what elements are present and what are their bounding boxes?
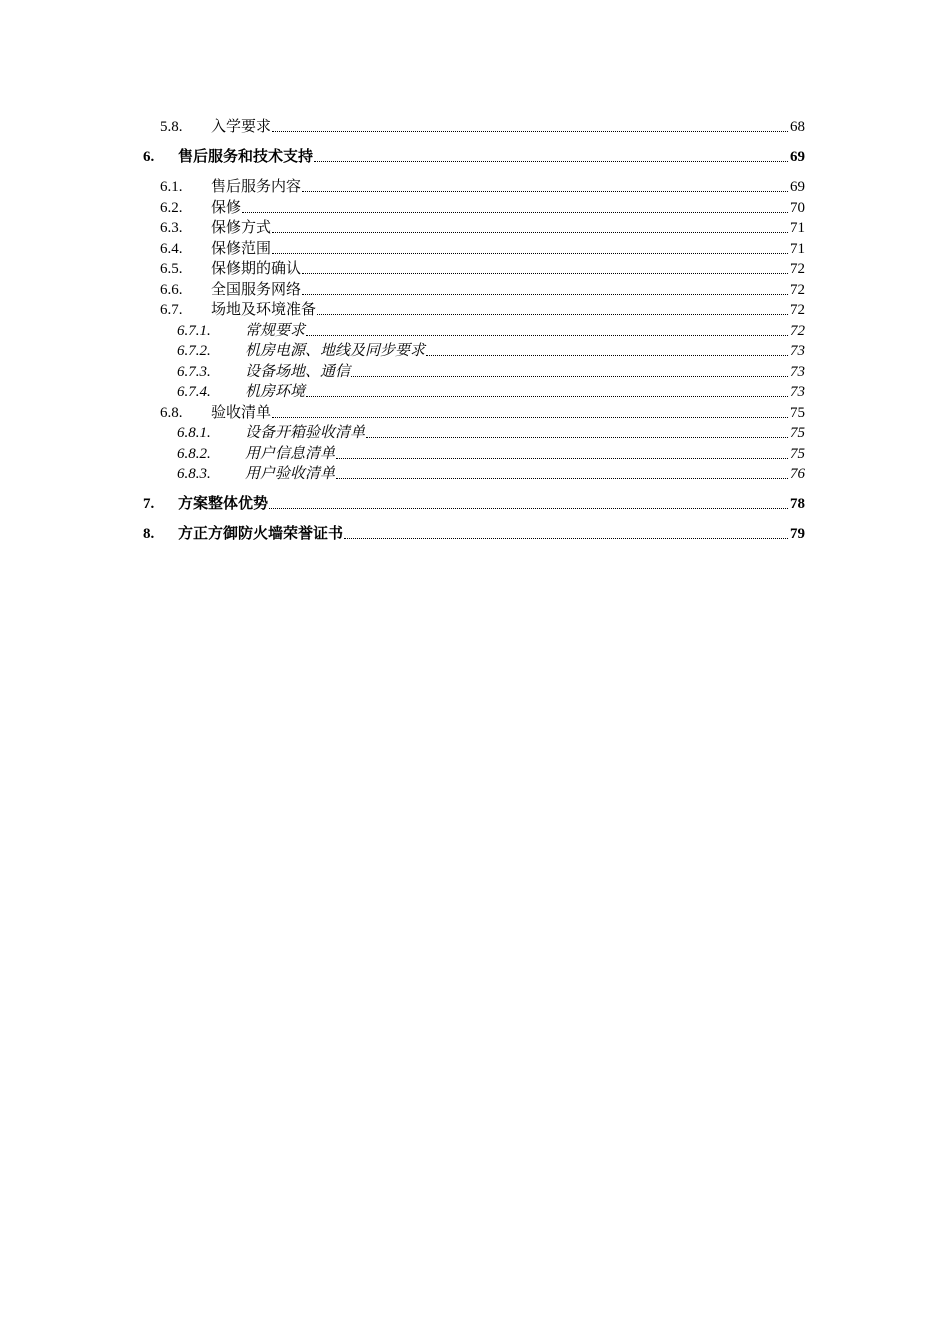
toc-entry-number: 6.8.2.: [177, 446, 211, 462]
toc-entry[interactable]: [0, 258, 805, 278]
toc-dot-leader: [366, 437, 788, 438]
toc-entry-title: 验收清单: [211, 405, 272, 421]
toc-entry-number: 6.7.: [160, 302, 183, 318]
toc-entry[interactable]: [0, 523, 805, 543]
toc-entry-title: 售后服务内容: [211, 179, 302, 195]
toc-dot-leader: [317, 314, 788, 315]
toc-dot-leader: [272, 417, 788, 418]
toc-dot-leader: [336, 478, 788, 479]
toc-entry[interactable]: [0, 493, 805, 513]
toc-entry-number: 7.: [143, 496, 155, 512]
toc-entry-title: 入学要求: [211, 119, 272, 135]
toc-entry[interactable]: [0, 402, 805, 422]
toc-entry-page-number: 75: [790, 425, 805, 441]
toc-entry[interactable]: [0, 320, 805, 340]
toc-entry-title: 用户验收清单: [245, 466, 336, 482]
toc-entry-number: 5.8.: [160, 119, 183, 135]
toc-entry[interactable]: [0, 299, 805, 319]
toc-entry-page-number: 76: [790, 466, 805, 482]
toc-entry-page-number: 72: [790, 323, 805, 339]
toc-entry-title: 保修期的确认: [211, 261, 302, 277]
toc-dot-leader: [272, 131, 788, 132]
toc-dot-leader: [351, 376, 788, 377]
toc-entry-number: 6.7.1.: [177, 323, 211, 339]
toc-entry-page-number: 73: [790, 343, 805, 359]
toc-entry-title: 机房电源、地线及同步要求: [245, 343, 426, 359]
toc-entry-page-number: 69: [790, 149, 805, 165]
toc-entry-number: 6.8.3.: [177, 466, 211, 482]
toc-entry[interactable]: [0, 422, 805, 442]
toc-entry-page-number: 70: [790, 200, 805, 216]
toc-entry-number: 6.5.: [160, 261, 183, 277]
toc-entry[interactable]: [0, 146, 805, 166]
toc-entry-title: 方正方御防火墙荣誉证书: [178, 526, 344, 542]
toc-entry-title: 机房环境: [245, 384, 306, 400]
toc-entry-number: 6.7.2.: [177, 343, 211, 359]
toc-entry[interactable]: [0, 238, 805, 258]
toc-entry-page-number: 75: [790, 405, 805, 421]
toc-entry-number: 6.7.4.: [177, 384, 211, 400]
toc-entry-title: 保修: [211, 200, 242, 216]
toc-entry[interactable]: [0, 463, 805, 483]
toc-entry-number: 6.: [143, 149, 155, 165]
toc-entry[interactable]: [0, 116, 805, 136]
toc-entry[interactable]: [0, 217, 805, 237]
toc-entry[interactable]: [0, 176, 805, 196]
toc-dot-leader: [242, 212, 788, 213]
toc-entry-title: 方案整体优势: [178, 496, 269, 512]
toc-entry-number: 6.8.: [160, 405, 183, 421]
toc-dot-leader: [269, 508, 788, 509]
toc-dot-leader: [302, 273, 788, 274]
toc-dot-leader: [344, 538, 788, 539]
toc-entry-page-number: 73: [790, 384, 805, 400]
toc-entry-number: 6.3.: [160, 220, 183, 236]
toc-entry-number: 6.4.: [160, 241, 183, 257]
toc-entry-title: 场地及环境准备: [211, 302, 317, 318]
toc-entry-page-number: 72: [790, 302, 805, 318]
toc-dot-leader: [272, 232, 788, 233]
toc-entry-page-number: 79: [790, 526, 805, 542]
toc-entry[interactable]: [0, 197, 805, 217]
toc-entry-title: 售后服务和技术支持: [178, 149, 314, 165]
toc-entry-page-number: 75: [790, 446, 805, 462]
toc-entry-number: 6.8.1.: [177, 425, 211, 441]
toc-entry-number: 8.: [143, 526, 155, 542]
toc-entry-title: 全国服务网络: [211, 282, 302, 298]
toc-entry-title: 设备开箱验收清单: [245, 425, 366, 441]
toc-entry[interactable]: [0, 361, 805, 381]
toc-entry-number: 6.2.: [160, 200, 183, 216]
toc-entry-page-number: 71: [790, 220, 805, 236]
toc-entry[interactable]: [0, 381, 805, 401]
toc-entry-page-number: 78: [790, 496, 805, 512]
toc-entry[interactable]: [0, 340, 805, 360]
toc-dot-leader: [306, 396, 788, 397]
toc-entry-page-number: 71: [790, 241, 805, 257]
toc-dot-leader: [426, 355, 788, 356]
toc-entry[interactable]: [0, 443, 805, 463]
toc-entry-number: 6.1.: [160, 179, 183, 195]
toc-entry-page-number: 69: [790, 179, 805, 195]
toc-entry-page-number: 68: [790, 119, 805, 135]
toc-entry-title: 保修范围: [211, 241, 272, 257]
toc-entry-title: 设备场地、通信: [245, 364, 351, 380]
toc-dot-leader: [306, 335, 788, 336]
toc-dot-leader: [314, 161, 788, 162]
toc-entry-number: 6.7.3.: [177, 364, 211, 380]
toc-dot-leader: [336, 458, 788, 459]
toc-entry-page-number: 73: [790, 364, 805, 380]
toc-entry-page-number: 72: [790, 282, 805, 298]
toc-dot-leader: [302, 294, 788, 295]
toc-entry-page-number: 72: [790, 261, 805, 277]
toc-entry-title: 用户信息清单: [245, 446, 336, 462]
toc-entry[interactable]: [0, 279, 805, 299]
toc-entry-number: 6.6.: [160, 282, 183, 298]
toc-dot-leader: [272, 253, 788, 254]
toc-entry-title: 常规要求: [245, 323, 306, 339]
toc-entry-title: 保修方式: [211, 220, 272, 236]
toc-dot-leader: [302, 191, 788, 192]
